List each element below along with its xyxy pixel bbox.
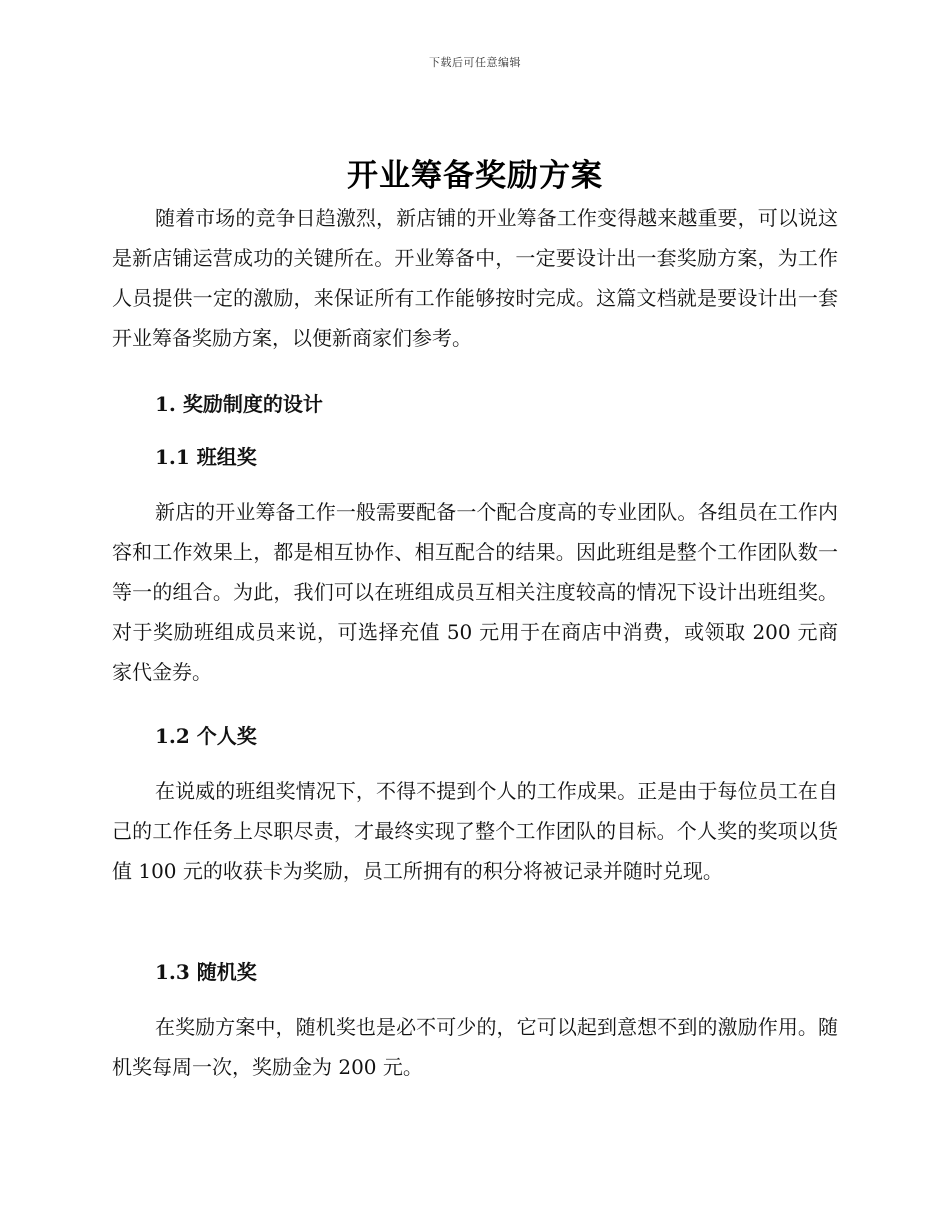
intro-paragraph: 随着市场的竞争日趋激烈，新店铺的开业筹备工作变得越来越重要，可以说这是新店铺运营成功的关键所在。开业筹备中，一定要设计出一套奖励方案，为工作人员提供一定的激励，来保证所有工作能够按时完成。这篇文档就是要设计出一套开业筹备奖励方案，以便新商家们参考。	[112, 206, 838, 350]
header-note: 下载后可任意编辑	[429, 56, 521, 69]
section-1-2	[112, 716, 838, 756]
section-1-2-body	[112, 771, 838, 891]
section-1-heading: 1. 奖励制度的设计	[155, 392, 323, 416]
section-1-3-paragraph: 在奖励方案中，随机奖也是必不可少的，它可以起到意想不到的激励作用。随机奖每周一次，奖励金为 200 元。	[112, 1015, 838, 1079]
document-title: 开业筹备奖励方案	[347, 158, 603, 194]
section-1	[112, 384, 838, 424]
section-1-1-paragraph: 新店的开业筹备工作一般需要配备一个配合度高的专业团队。各组员在工作内容和工作效果上，都是相互协作、相互配合的结果。因此班组是整个工作团队数一等一的组合。为此，我们可以在班组成员互相关注度较高的情况下设计出班组奖。对于奖励班组成员来说，可选择充值 50 元用于在商店中消费，或领取 200 元商家代金券。	[112, 500, 838, 684]
section-1-2-heading: 1.2 个人奖	[155, 724, 257, 748]
document-body	[112, 198, 838, 358]
section-1-1	[112, 437, 838, 477]
section-1-1-heading: 1.1 班组奖	[155, 445, 257, 469]
section-1-2-paragraph: 在说威的班组奖情况下，不得不提到个人的工作成果。正是由于每位员工在自己的工作任务上尽职尽责，才最终实现了整个工作团队的目标。个人奖的奖项以货值 100 元的收获卡为奖励，员工所拥有的积分将被记录并随时兑现。	[112, 779, 838, 883]
section-1-3-heading: 1.3 随机奖	[155, 960, 257, 984]
section-1-3-body	[112, 1007, 838, 1087]
section-1-3	[112, 952, 838, 992]
section-1-1-body	[112, 492, 838, 692]
